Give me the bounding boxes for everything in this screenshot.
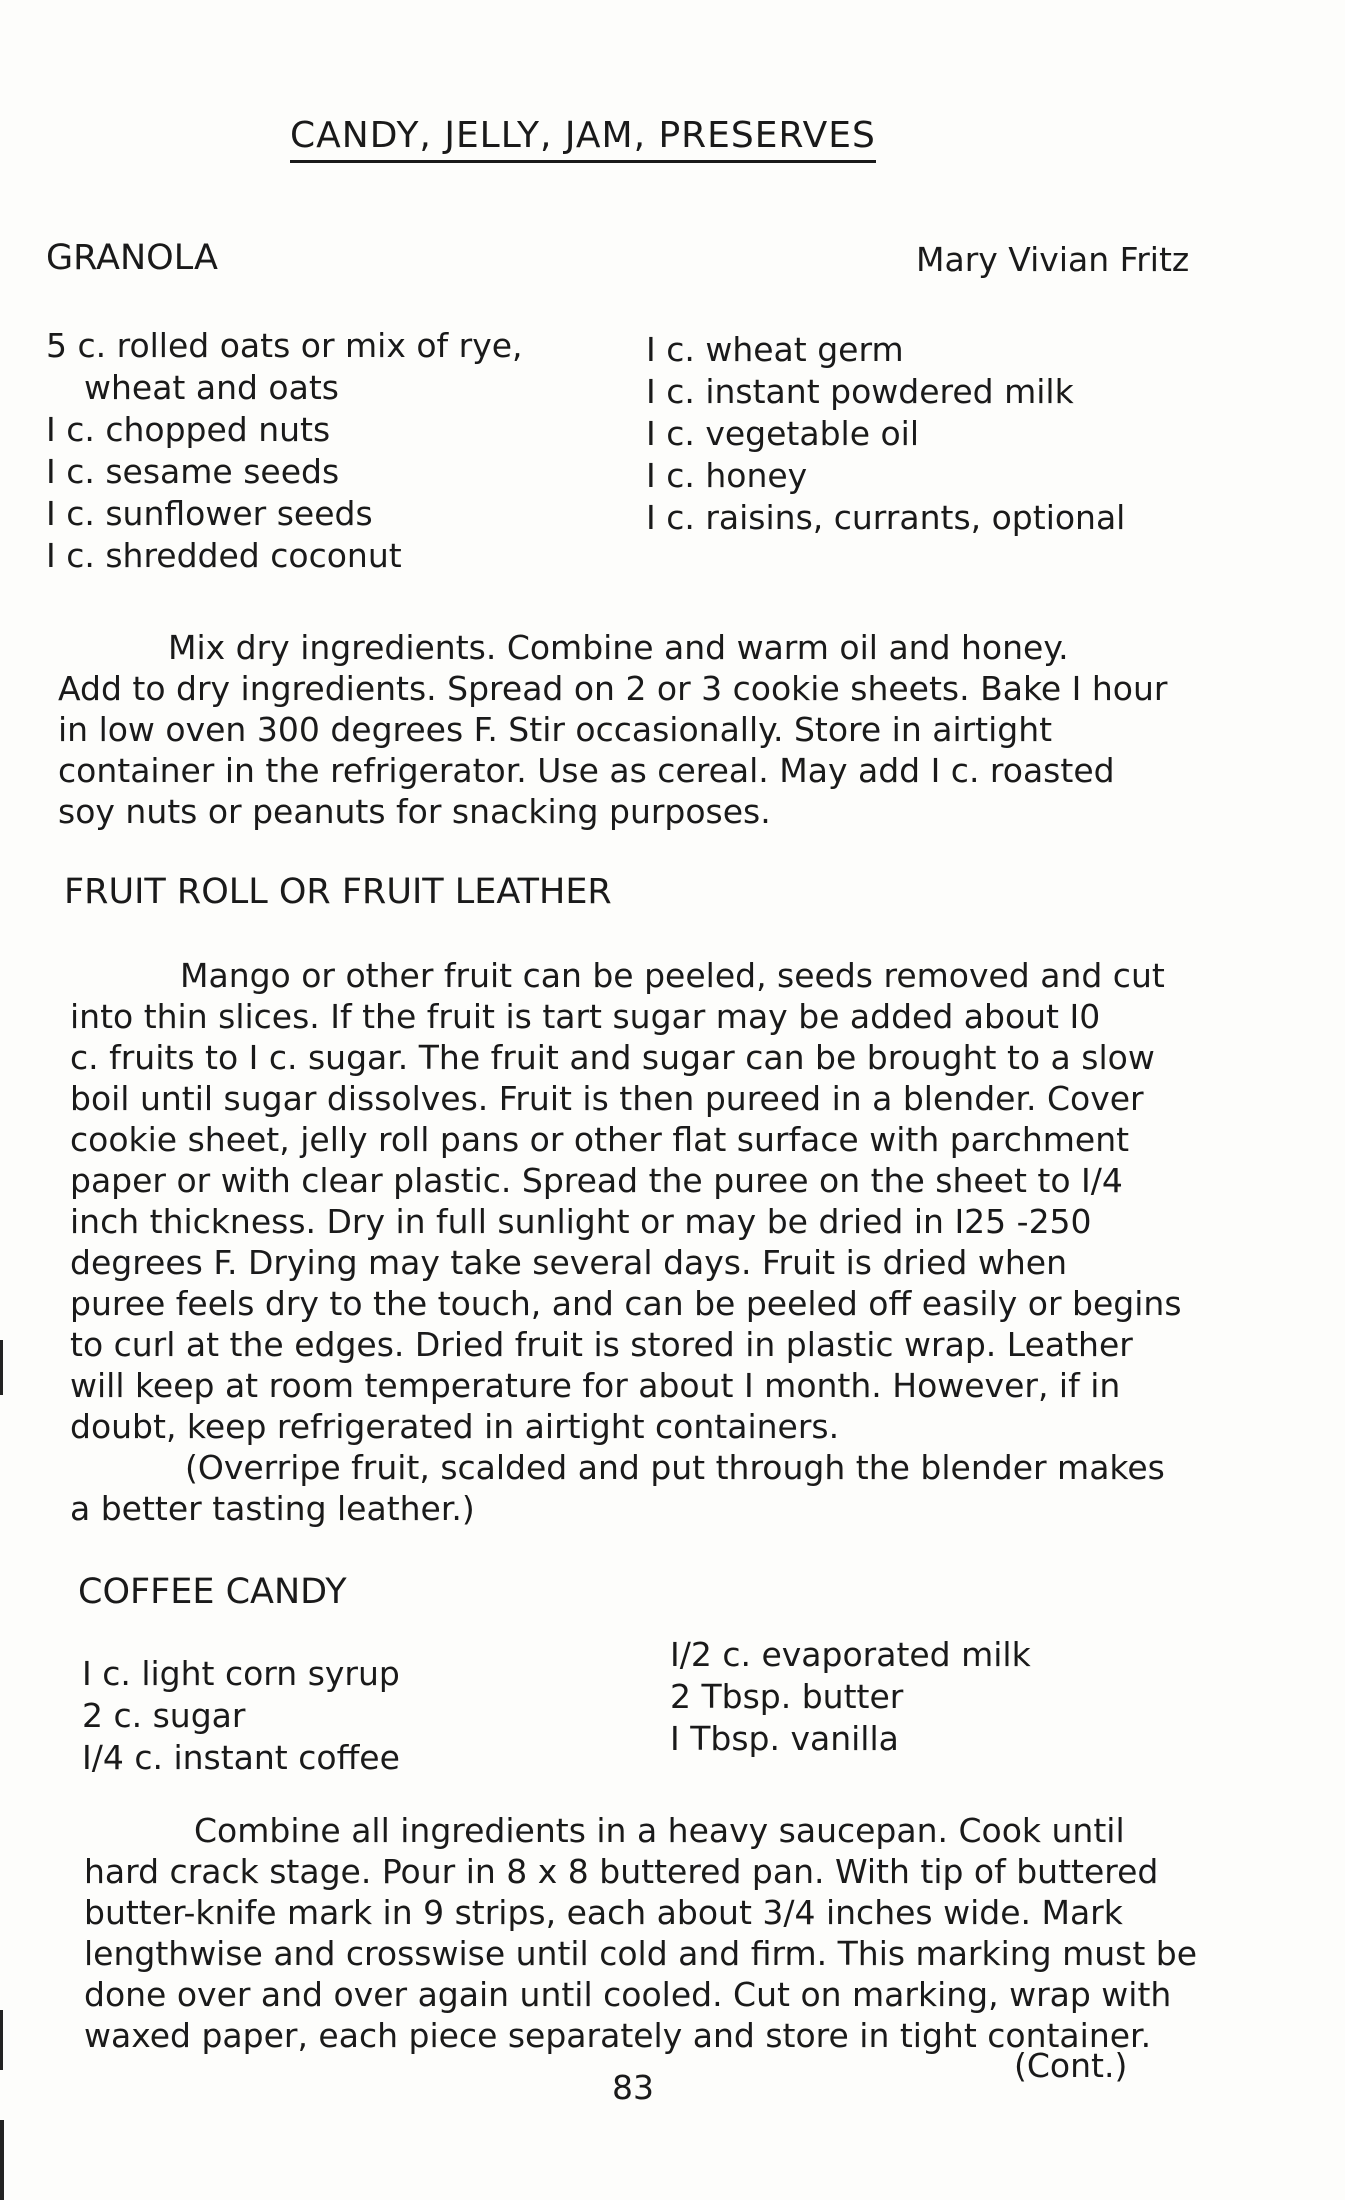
ingredient-item: I c. raisins, currants, optional <box>646 498 1126 537</box>
recipe-title-granola: GRANOLA <box>46 238 218 278</box>
margin-mark <box>0 2010 3 2070</box>
note-line: (Overripe fruit, scalded and put through the blender makes <box>185 1448 1165 1487</box>
coffee-candy-directions <box>84 1810 1197 2056</box>
direction-line: degrees F. Drying may take several days. Fruit is dried when <box>70 1243 1067 1282</box>
continued-note: (Cont.) <box>1014 2046 1128 2085</box>
ingredient-item: I c. instant powdered milk <box>646 372 1074 411</box>
direction-line: paper or with clear plastic. Spread the puree on the sheet to I/4 <box>70 1161 1123 1200</box>
margin-mark <box>0 1340 3 1395</box>
granola-ingredients-left <box>46 325 523 577</box>
direction-line: puree feels dry to the touch, and can be peeled off easily or begins <box>70 1284 1182 1323</box>
ingredient-item: I c. vegetable oil <box>646 414 920 453</box>
ingredient-item: I c. chopped nuts <box>46 410 331 449</box>
ingredient-item: I c. shredded coconut <box>46 536 402 575</box>
note-line: a better tasting leather.) <box>70 1489 475 1528</box>
granola-directions <box>58 627 1167 832</box>
direction-line: boil until sugar dissolves. Fruit is then pureed in a blender. Cover <box>70 1079 1144 1118</box>
direction-line: done over and over again until cooled. Cut on marking, wrap with <box>84 1975 1172 2014</box>
ingredient-item: 2 c. sugar <box>82 1696 246 1735</box>
ingredient-item: I c. sunflower seeds <box>46 494 373 533</box>
coffee-ingredients-right <box>670 1634 1031 1760</box>
direction-line: butter-knife mark in 9 strips, each about 3/4 inches wide. Mark <box>84 1893 1123 1932</box>
direction-line: Add to dry ingredients. Spread on 2 or 3 cookie sheets. Bake I hour <box>58 669 1168 708</box>
ingredient-item: I c. wheat germ <box>646 330 904 369</box>
direction-line: hard crack stage. Pour in 8 x 8 buttered pan. With tip of buttered <box>84 1852 1159 1891</box>
direction-line: Mango or other fruit can be peeled, seeds removed and cut <box>180 956 1165 995</box>
coffee-ingredients-left <box>82 1653 400 1779</box>
direction-line: Mix dry ingredients. Combine and warm oil and honey. <box>168 628 1069 667</box>
ingredient-item: wheat and oats <box>84 368 339 407</box>
ingredient-item: 2 Tbsp. butter <box>670 1677 904 1716</box>
page-number: 83 <box>612 2068 654 2107</box>
direction-line: lengthwise and crosswise until cold and firm. This marking must be <box>84 1934 1198 1973</box>
recipe-title-fruit-roll: FRUIT ROLL OR FRUIT LEATHER <box>64 872 612 912</box>
recipe-author: Mary Vivian Fritz <box>916 240 1190 279</box>
ingredient-item: I c. light corn syrup <box>82 1654 400 1693</box>
direction-line: doubt, keep refrigerated in airtight containers. <box>70 1407 840 1446</box>
ingredient-item: I c. honey <box>646 456 808 495</box>
fruit-roll-directions <box>70 955 1182 1529</box>
margin-mark <box>0 2120 4 2200</box>
ingredient-item: I c. sesame seeds <box>46 452 340 491</box>
direction-line: into thin slices. If the fruit is tart sugar may be added about I0 <box>70 997 1101 1036</box>
ingredient-item: I Tbsp. vanilla <box>670 1719 899 1758</box>
direction-line: to curl at the edges. Dried fruit is stored in plastic wrap. Leather <box>70 1325 1133 1364</box>
direction-line: in low oven 300 degrees F. Stir occasionally. Store in airtight <box>58 710 1053 749</box>
direction-line: c. fruits to I c. sugar. The fruit and sugar can be brought to a slow <box>70 1038 1155 1077</box>
direction-line: waxed paper, each piece separately and store in tight container. <box>84 2016 1152 2055</box>
granola-ingredients-right <box>646 329 1125 539</box>
recipe-title-coffee-candy: COFFEE CANDY <box>78 1572 347 1612</box>
direction-line: inch thickness. Dry in full sunlight or may be dried in I25 -250 <box>70 1202 1092 1241</box>
ingredient-item: I/4 c. instant coffee <box>82 1738 400 1777</box>
ingredient-item: 5 c. rolled oats or mix of rye, <box>46 326 523 365</box>
direction-line: cookie sheet, jelly roll pans or other flat surface with parchment <box>70 1120 1130 1159</box>
direction-line: will keep at room temperature for about I month. However, if in <box>70 1366 1121 1405</box>
direction-line: container in the refrigerator. Use as cereal. May add I c. roasted <box>58 751 1115 790</box>
section-header: CANDY, JELLY, JAM, PRESERVES <box>290 115 876 163</box>
direction-line: Combine all ingredients in a heavy saucepan. Cook until <box>194 1811 1125 1850</box>
direction-line: soy nuts or peanuts for snacking purposes. <box>58 792 771 831</box>
ingredient-item: I/2 c. evaporated milk <box>670 1635 1031 1674</box>
